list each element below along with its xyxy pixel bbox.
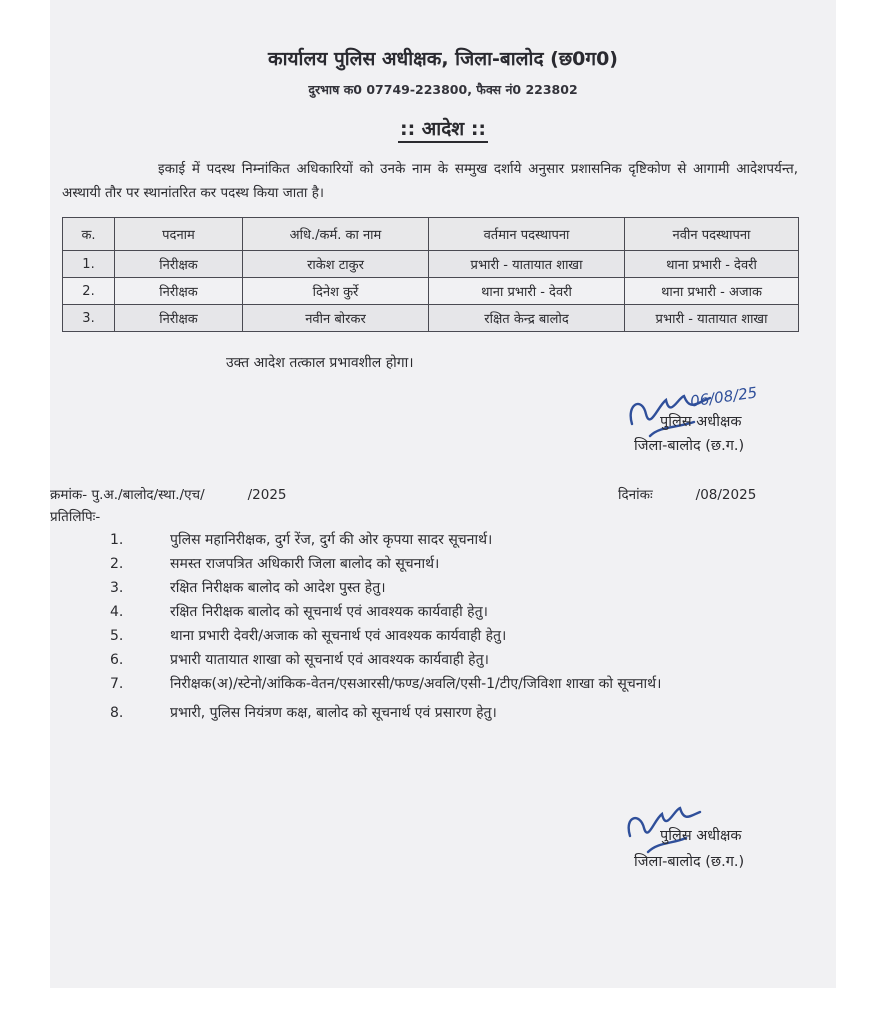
cell-new-posting: थाना प्रभारी - अजाक [625,278,799,305]
list-item-text: रक्षित निरीक्षक बालोद को आदेश पुस्त हेतु। [170,580,386,596]
cell-current-posting: रक्षित केन्द्र बालोद [429,305,625,332]
list-item-number: 6. [110,652,124,668]
col-header-serial: क. [63,218,115,251]
list-item [110,701,800,725]
copy-to-list [110,528,800,725]
list-item [110,600,800,624]
list-item-number: 8. [110,705,124,721]
cell-serial: 3. [63,305,115,332]
list-item-text: प्रभारी यातायात शाखा को सूचनार्थ एवं आवश्यक कार्यवाही हेतु। [170,652,489,668]
order-intro-paragraph: इकाई में पदस्थ निम्नांकित अधिकारियों को उनके नाम के सम्मुख दर्शाये अनुसार प्रशासनिक दृष्टिकोण से आगामी आदेशपर्यन्त, अस्थायी तौर पर स्थानांतरित कर पदस्थ किया जाता है। [62,161,798,201]
col-header-new-posting: नवीन पदस्थापना [625,218,799,251]
list-item [110,672,800,696]
cell-new-posting: थाना प्रभारी - देवरी [625,251,799,278]
table-row [63,278,799,305]
list-item-number: 4. [110,604,124,620]
reference-number: क्रमांक- पु.अ./बालोद/स्था./एच/ /2025 [50,487,287,503]
list-item-text: पुलिस महानिरीक्षक, दुर्ग रेंज, दुर्ग की ओर कृपया सादर सूचनार्थ। [170,532,493,548]
office-heading: कार्यालय पुलिस अधीक्षक, जिला-बालोद (छ0ग0) [267,48,618,70]
list-item-number: 2. [110,556,124,572]
cell-new-posting: प्रभारी - यातायात शाखा [625,305,799,332]
signatory-district-2: जिला-बालोद (छ.ग.) [634,854,745,870]
list-item-text: समस्त राजपत्रित अधिकारी जिला बालोद को सूचनार्थ। [170,556,440,572]
cell-designation: निरीक्षक [115,278,243,305]
reference-date: दिनांकः /08/2025 [618,487,757,503]
list-item-text: निरीक्षक(अ)/स्टेनो/आंकिक-वेतन/एसआरसी/फण्ड/अवलि/एसी-1/टीए/जिविशा शाखा को सूचनार्थ। [170,676,662,692]
order-title [50,115,836,141]
list-item-text: प्रभारी, पुलिस नियंत्रण कक्ष, बालोद को सूचनार्थ एवं प्रसारण हेतु। [170,705,497,721]
cell-current-posting: प्रभारी - यातायात शाखा [429,251,625,278]
col-header-current-posting: वर्तमान पदस्थापना [429,218,625,251]
table-row [63,305,799,332]
signature-block-2 [620,796,830,886]
col-header-name: अधि./कर्म. का नाम [243,218,429,251]
cell-designation: निरीक्षक [115,251,243,278]
table-row [63,251,799,278]
table-header-row [63,218,799,251]
cell-name: दिनेश कुर्रे [243,278,429,305]
list-item [110,624,800,648]
list-item [110,552,800,576]
cell-serial: 1. [63,251,115,278]
signatory-district-1: जिला-बालोद (छ.ग.) [634,438,745,454]
cell-current-posting: थाना प्रभारी - देवरी [429,278,625,305]
transfer-table [62,217,799,332]
list-item-number: 7. [110,676,124,692]
document-page [50,0,836,988]
signature-date-1: 06/08/25 [689,383,759,411]
signature-block-1 [620,378,830,474]
cell-name: नवीन बोरकर [243,305,429,332]
office-contact: दुरभाष क0 07749-223800, फैक्स नं0 223802 [308,82,578,97]
signatory-title-1: पुलिस अधीक्षक [660,414,742,430]
effective-immediately-line: उक्त आदेश तत्काल प्रभावशील होगा। [226,355,414,371]
list-item-number: 3. [110,580,124,596]
signatory-title-2: पुलिस अधीक्षक [660,828,742,844]
list-item-text: रक्षित निरीक्षक बालोद को सूचनार्थ एवं आवश्यक कार्यवाही हेतु। [170,604,488,620]
order-title-text: :: आदेश :: [398,118,488,143]
list-item-text: थाना प्रभारी देवरी/अजाक को सूचनार्थ एवं आवश्यक कार्यवाही हेतु। [170,628,507,644]
copy-to-label: प्रतिलिपिः- [50,509,101,525]
list-item-number: 1. [110,532,124,548]
cell-serial: 2. [63,278,115,305]
list-item [110,528,800,552]
col-header-designation: पदनाम [115,218,243,251]
list-item [110,576,800,600]
cell-designation: निरीक्षक [115,305,243,332]
cell-name: राकेश टाकुर [243,251,429,278]
list-item [110,648,800,672]
list-item-number: 5. [110,628,124,644]
